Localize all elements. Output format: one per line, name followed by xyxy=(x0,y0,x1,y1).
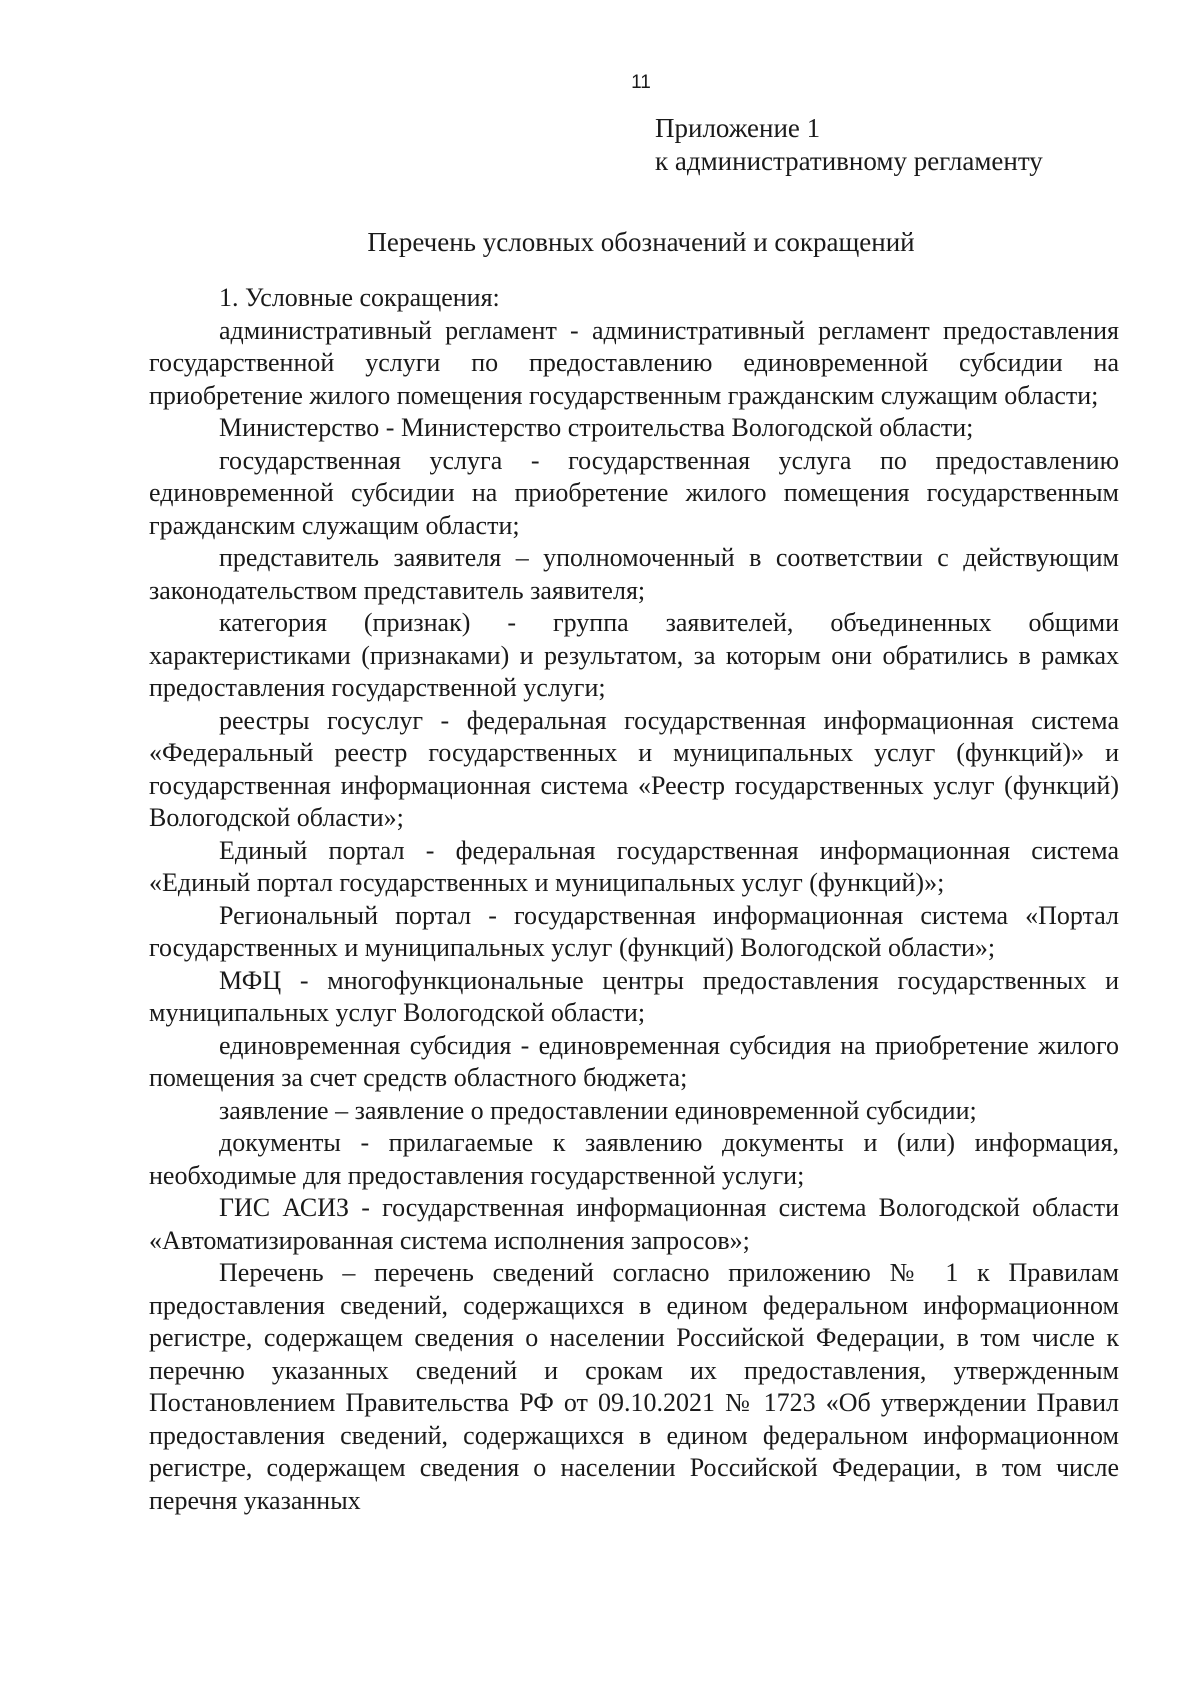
appendix-header xyxy=(655,112,1043,178)
definition-paragraph: Перечень – перечень сведений согласно приложению № 1 к Правилам предоставления сведений, содержащихся в едином федеральном информационном регистре, содержащем сведения о населении Российской Федерации, в том числе к перечню указанных сведений и срокам их предоставления, утвержденным Постановлением Правительства РФ от 09.10.2021 № 1723 «Об утверждении Правил предоставления сведений, содержащихся в едином федеральном информационном регистре, содержащем сведения о населении Российской Федерации, в том числе перечня указанных xyxy=(149,1258,1119,1515)
definition-paragraph: государственная услуга - государственная услуга по предоставлению единовременной субсидии на приобретение жилого помещения государственным гражданским служащим области; xyxy=(149,445,1119,540)
page-number: 11 xyxy=(631,72,651,93)
definition-paragraph: единовременная субсидия - единовременная субсидия на приобретение жилого помещения за счет средств областного бюджета; xyxy=(149,1030,1119,1092)
definition-paragraph: административный регламент - административный регламент предоставления государственной услуги по предоставлению единовременной субсидии на приобретение жилого помещения государственным гражданским служащим области; xyxy=(149,315,1119,410)
section-heading: 1. Условные сокращения: xyxy=(219,283,500,312)
definition-paragraph: категория (признак) - группа заявителей, объединенных общими характеристиками (признаками) и результатом, за которым они обратились в рамках предоставления государственной услуги; xyxy=(149,608,1119,702)
definition-paragraph: Единый портал - федеральная государственная информационная система «Единый портал государственных и муниципальных услуг (функций)»; xyxy=(149,835,1119,897)
definition-paragraph: ГИС АСИЗ - государственная информационная система Вологодской области «Автоматизированная система исполнения запросов»; xyxy=(149,1193,1119,1255)
definition-paragraph: реестры госуслуг - федеральная государственная информационная система «Федеральный реестр государственных и муниципальных услуг (функций)» и государственная информационная система «Реестр государственных услуг (функций) Вологодской области»; xyxy=(149,705,1119,832)
definition-paragraph: Региональный портал - государственная информационная система «Портал государственных и муниципальных услуг (функций) Вологодской области»; xyxy=(149,900,1119,962)
document-title: Перечень условных обозначений и сокращений xyxy=(367,227,915,257)
definition-paragraph: заявление – заявление о предоставлении единовременной субсидии; xyxy=(219,1095,977,1125)
appendix-line-1: Приложение 1 xyxy=(655,113,821,143)
definition-paragraph: документы - прилагаемые к заявлению документы и (или) информация, необходимые для предоставления государственной услуги; xyxy=(149,1128,1119,1190)
appendix-line-2: к административному регламенту xyxy=(655,146,1043,176)
definition-paragraph: представитель заявителя – уполномоченный в соответствии с действующим законодательством представитель заявителя; xyxy=(149,543,1119,605)
definition-paragraph: Министерство - Министерство строительства Вологодской области; xyxy=(219,413,974,442)
document-body xyxy=(149,282,1119,1517)
definition-paragraph: МФЦ - многофункциональные центры предоставления государственных и муниципальных услуг Вологодской области; xyxy=(149,965,1119,1027)
